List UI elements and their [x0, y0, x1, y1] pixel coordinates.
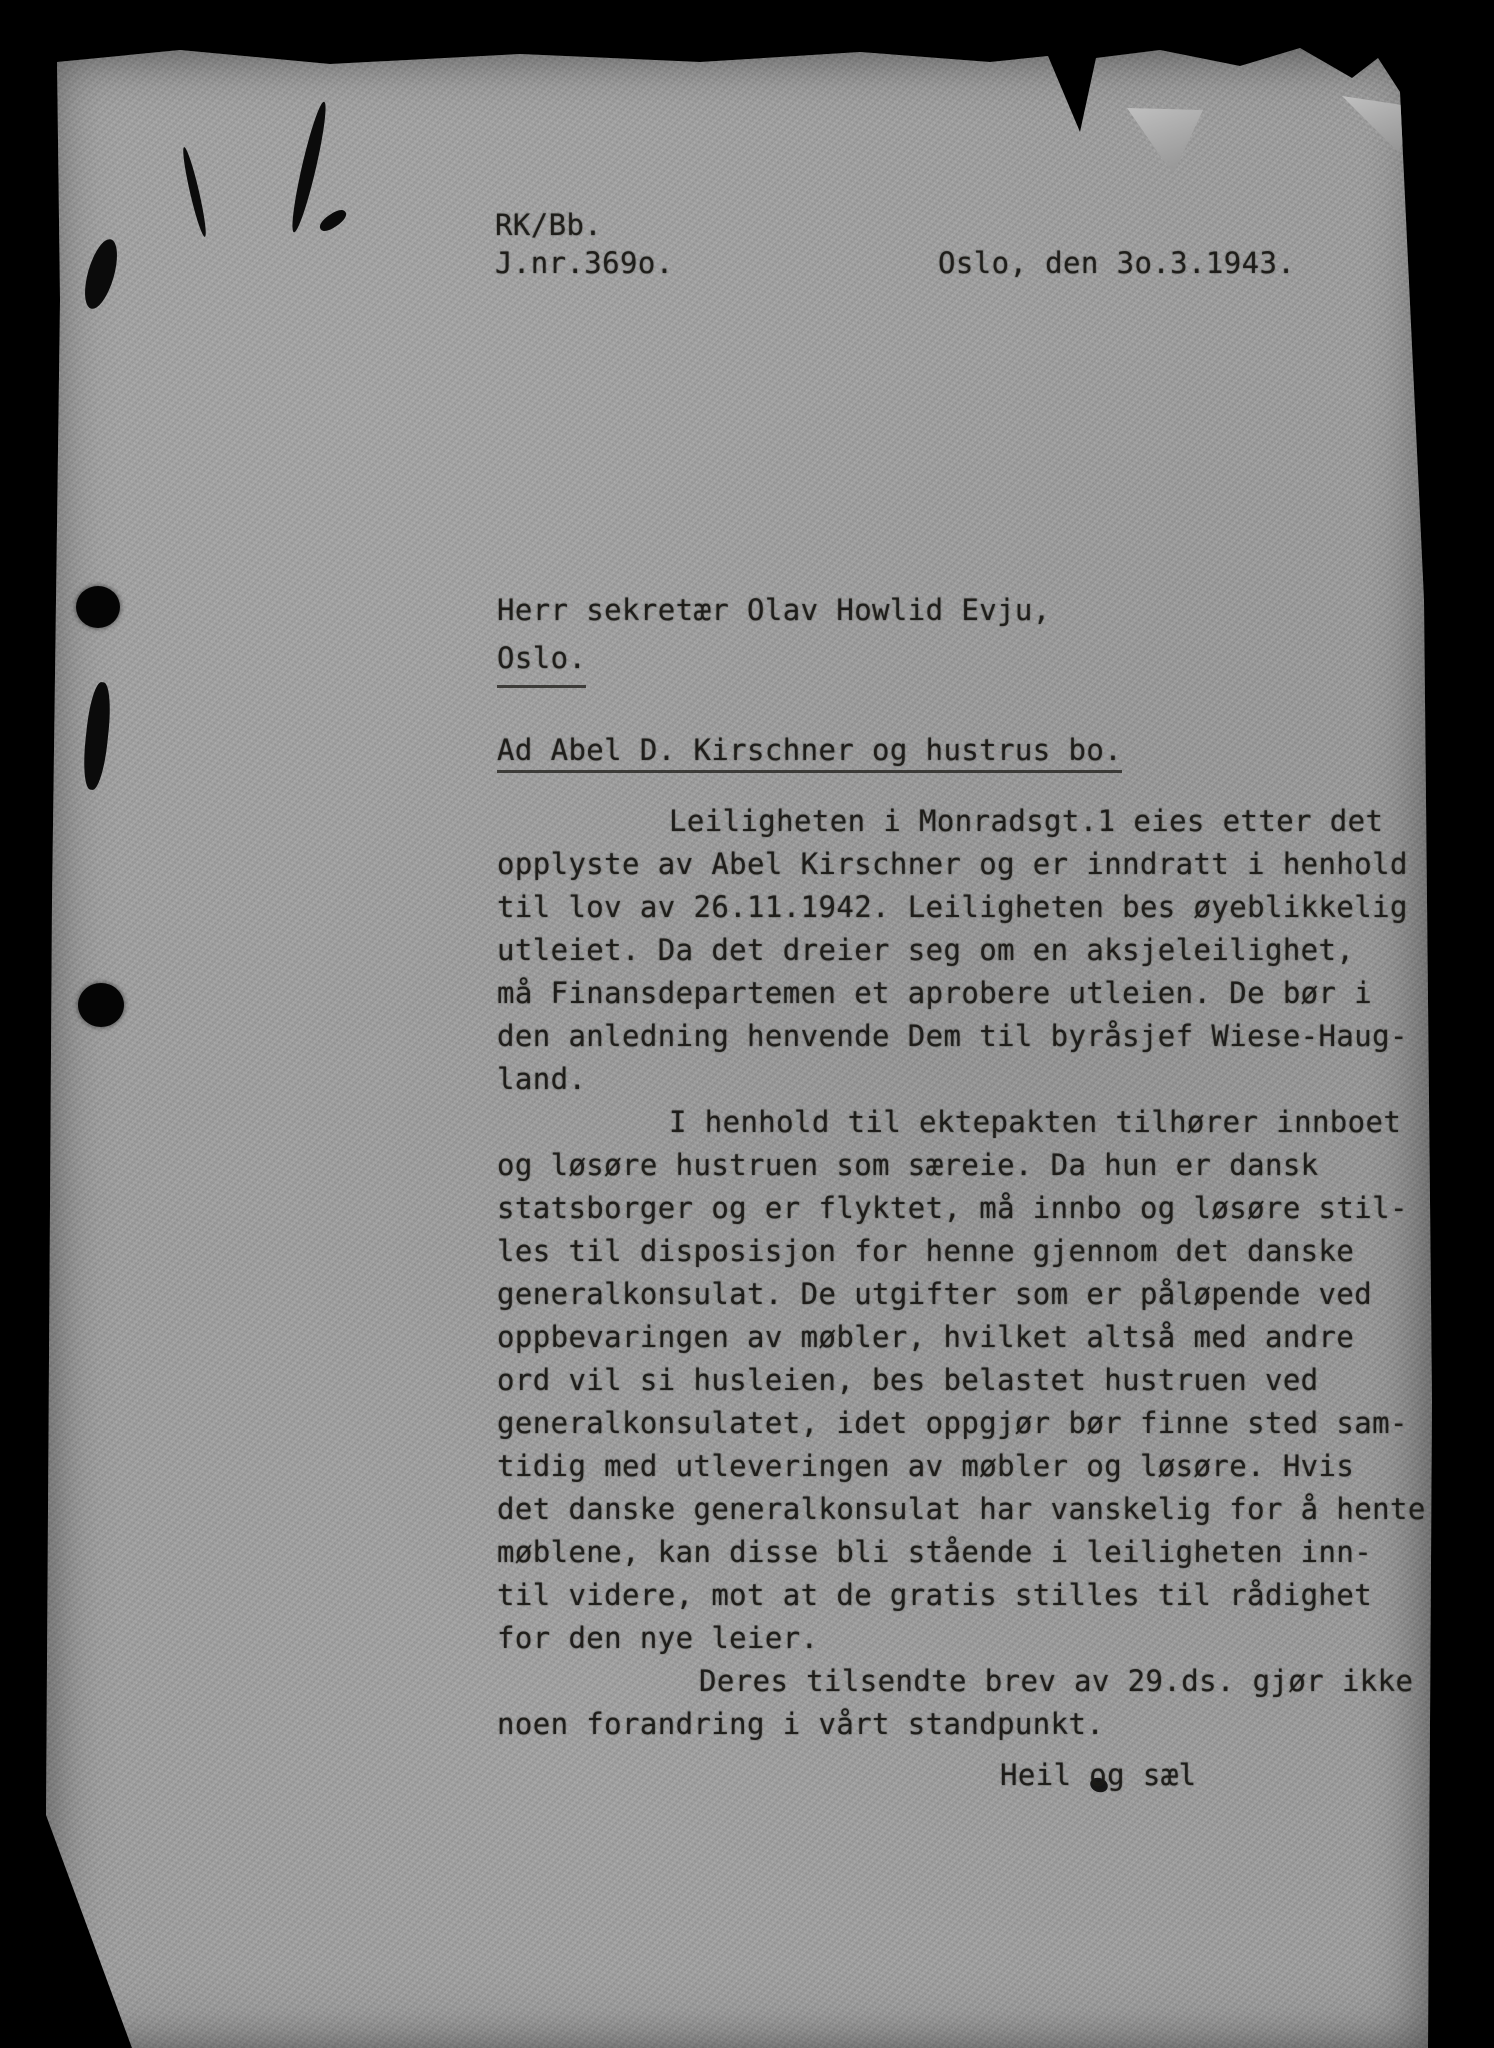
recipient-name: Herr sekretær Olav Howlid Evju, — [497, 593, 1051, 627]
body-line: I henhold til ektepakten tilhører innboet — [669, 1105, 1402, 1139]
body-line: for den nye leier. — [497, 1621, 819, 1655]
body-line: les til disposisjon for henne gjennom det danske — [497, 1234, 1355, 1268]
letter-body — [497, 800, 1426, 1746]
body-line: må Finansdepartemen et aprobere utleien. De bør i — [497, 976, 1373, 1010]
body-line: land. — [497, 1062, 587, 1096]
body-line: ord vil si husleien, bes belastet hustruen ved — [497, 1363, 1319, 1397]
dateline: Oslo, den 3o.3.1943. — [938, 246, 1296, 280]
closing-salutation: Heil og sæl — [1000, 1758, 1197, 1792]
tear-crack — [79, 236, 124, 312]
recipient-city: Oslo. — [497, 634, 586, 688]
torn-fold-top-notch — [1127, 104, 1205, 176]
subject-line: Ad Abel D. Kirschner og hustrus bo. — [497, 733, 1122, 773]
body-line: noen forandring i vårt standpunkt. — [497, 1707, 1105, 1741]
body-line: opplyste av Abel Kirschner og er inndratt i henhold — [497, 847, 1408, 881]
reference-block — [495, 206, 674, 282]
body-line: generalkonsulat. De utgifter som er påløpende ved — [497, 1277, 1373, 1311]
body-line: tidig med utleveringen av møbler og løsøre. Hvis — [497, 1449, 1355, 1483]
body-line: den anledning henvende Dem til byråsjef Wiese-Haug- — [497, 1019, 1408, 1053]
body-line: Deres tilsendte brev av 29.ds. gjør ikke — [699, 1664, 1414, 1698]
reference-code: RK/Bb. — [495, 208, 603, 242]
tear-crack — [317, 207, 349, 235]
body-line: generalkonsulatet, idet oppgjør bør finne sted sam- — [497, 1406, 1408, 1440]
punch-hole-top — [76, 586, 120, 628]
body-line: statsborger og er flyktet, må innbo og løsøre stil- — [497, 1191, 1408, 1225]
recipient-block — [497, 586, 1051, 688]
tear-crack — [180, 146, 209, 238]
journal-number: J.nr.369o. — [495, 246, 674, 280]
body-line: og løsøre hustruen som særeie. Da hun er dansk — [497, 1148, 1319, 1182]
tear-crack — [80, 681, 113, 791]
punch-hole-bottom — [78, 983, 124, 1027]
body-line: utleiet. Da det dreier seg om en aksjeleilighet, — [497, 933, 1355, 967]
body-line: Leiligheten i Monradsgt.1 eies etter det — [669, 804, 1384, 838]
body-line: oppbevaringen av møbler, hvilket altså med andre — [497, 1320, 1355, 1354]
body-line: til lov av 26.11.1942. Leiligheten bes øyeblikkelig — [497, 890, 1408, 924]
torn-fold-top-right — [1340, 94, 1424, 154]
body-line: til videre, mot at de gratis stilles til rådighet — [497, 1578, 1373, 1612]
tear-crack — [287, 100, 331, 234]
body-line: møblene, kan disse bli stående i leiligheten inn- — [497, 1535, 1373, 1569]
body-line: det danske generalkonsulat har vanskelig for å hente — [497, 1492, 1426, 1526]
